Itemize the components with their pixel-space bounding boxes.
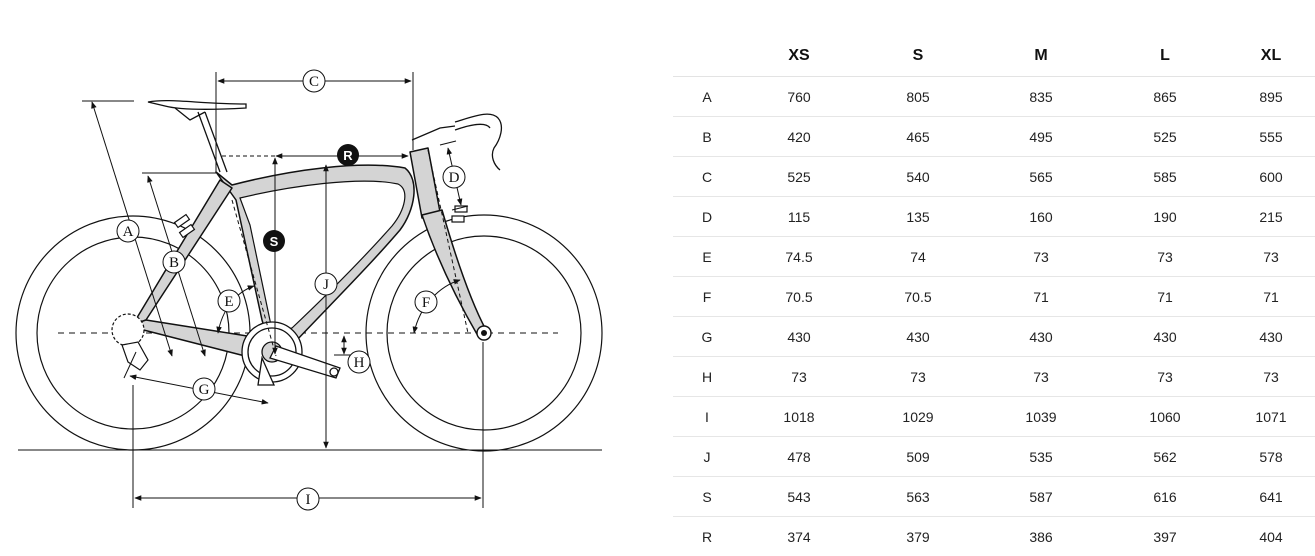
table-cell: 1018 — [741, 397, 857, 437]
table-cell: 578 — [1227, 437, 1315, 477]
row-label: S — [673, 477, 741, 517]
table-cell: 73 — [1103, 237, 1227, 277]
crankset — [242, 322, 340, 385]
row-label: A — [673, 77, 741, 117]
svg-text:F: F — [422, 295, 430, 311]
badge-r — [337, 144, 359, 166]
row-label: B — [673, 117, 741, 157]
table-cell: 616 — [1103, 477, 1227, 517]
table-cell: 495 — [979, 117, 1103, 157]
table-cell: 71 — [1103, 277, 1227, 317]
table-cell: 74 — [857, 237, 979, 277]
table-cell: 543 — [741, 477, 857, 517]
table-cell: 73 — [1227, 357, 1315, 397]
label-a — [117, 220, 139, 242]
table-cell: 379 — [857, 517, 979, 556]
table-cell: 478 — [741, 437, 857, 477]
table-cell: 835 — [979, 77, 1103, 117]
svg-text:B: B — [169, 255, 179, 271]
label-e — [218, 290, 240, 312]
table-cell: 386 — [979, 517, 1103, 556]
table-cell: 115 — [741, 197, 857, 237]
table-row — [673, 477, 1315, 517]
table-cell: 160 — [979, 197, 1103, 237]
table-cell: 563 — [857, 477, 979, 517]
cassette — [112, 314, 148, 370]
table-cell: 1029 — [857, 397, 979, 437]
saddle — [148, 101, 246, 172]
table-body — [673, 77, 1315, 556]
table-row — [673, 197, 1315, 237]
table-row — [673, 157, 1315, 197]
badge-s — [263, 230, 285, 252]
table-cell: 509 — [857, 437, 979, 477]
table-cell: 404 — [1227, 517, 1315, 556]
table-cell: 1071 — [1227, 397, 1315, 437]
table-cell: 540 — [857, 157, 979, 197]
table-cell: 535 — [979, 437, 1103, 477]
table-cell: 565 — [979, 157, 1103, 197]
table-cell: 587 — [979, 477, 1103, 517]
table-cell: 805 — [857, 77, 979, 117]
table-cell: 430 — [1227, 317, 1315, 357]
table-cell: 865 — [1103, 77, 1227, 117]
table-cell: 525 — [1103, 117, 1227, 157]
table-cell: 73 — [857, 357, 979, 397]
table-cell: 430 — [979, 317, 1103, 357]
label-b — [163, 251, 185, 273]
label-h — [348, 351, 370, 373]
row-label: I — [673, 397, 741, 437]
table-cell: 525 — [741, 157, 857, 197]
table-cell: 190 — [1103, 197, 1227, 237]
header-size-s: S — [857, 36, 979, 77]
table-cell: 73 — [979, 237, 1103, 277]
svg-text:S: S — [270, 234, 279, 249]
table-cell: 420 — [741, 117, 857, 157]
table-cell: 215 — [1227, 197, 1315, 237]
table-cell: 1060 — [1103, 397, 1227, 437]
table-cell: 760 — [741, 77, 857, 117]
table-cell: 71 — [1227, 277, 1315, 317]
label-f — [415, 291, 437, 313]
table-cell: 73 — [979, 357, 1103, 397]
row-label: E — [673, 237, 741, 277]
svg-text:C: C — [309, 74, 319, 90]
header-size-l: L — [1103, 36, 1227, 77]
table-cell: 430 — [1103, 317, 1227, 357]
svg-text:R: R — [343, 148, 353, 163]
table-cell: 397 — [1103, 517, 1227, 556]
table-cell: 73 — [1103, 357, 1227, 397]
svg-text:E: E — [224, 294, 233, 310]
bike-geometry-diagram — [0, 0, 620, 549]
svg-text:H: H — [354, 355, 365, 371]
table-row — [673, 357, 1315, 397]
row-label: J — [673, 437, 741, 477]
table-cell: 70.5 — [857, 277, 979, 317]
table-cell: 74.5 — [741, 237, 857, 277]
label-j — [315, 273, 337, 295]
row-label: D — [673, 197, 741, 237]
table-cell: 430 — [741, 317, 857, 357]
svg-text:J: J — [323, 277, 329, 293]
table-cell: 600 — [1227, 157, 1315, 197]
label-g — [193, 378, 215, 400]
table-row — [673, 277, 1315, 317]
svg-text:G: G — [199, 382, 210, 398]
header-size-xl: XL — [1227, 36, 1315, 77]
header-label-column — [673, 36, 741, 77]
table-cell: 71 — [979, 277, 1103, 317]
svg-text:A: A — [123, 224, 134, 240]
table-header-row — [673, 36, 1315, 77]
table-cell: 430 — [857, 317, 979, 357]
table-cell: 585 — [1103, 157, 1227, 197]
table-row — [673, 117, 1315, 157]
table-row — [673, 397, 1315, 437]
row-label: G — [673, 317, 741, 357]
header-size-m: M — [979, 36, 1103, 77]
table-cell: 555 — [1227, 117, 1315, 157]
table-cell: 641 — [1227, 477, 1315, 517]
label-i — [297, 488, 319, 510]
table-cell: 73 — [1227, 237, 1315, 277]
table-cell: 73 — [741, 357, 857, 397]
row-label: H — [673, 357, 741, 397]
table-cell: 374 — [741, 517, 857, 556]
table-cell: 1039 — [979, 397, 1103, 437]
svg-text:D: D — [449, 170, 460, 186]
svg-text:I: I — [306, 492, 311, 508]
table-cell: 562 — [1103, 437, 1227, 477]
header-size-xs: XS — [741, 36, 857, 77]
table-row — [673, 437, 1315, 477]
label-c — [303, 70, 325, 92]
row-label: R — [673, 517, 741, 556]
row-label: F — [673, 277, 741, 317]
table-row — [673, 237, 1315, 277]
table-row — [673, 317, 1315, 357]
geometry-table — [673, 36, 1315, 556]
table-cell: 895 — [1227, 77, 1315, 117]
table-row — [673, 517, 1315, 556]
table-cell: 465 — [857, 117, 979, 157]
row-label: C — [673, 157, 741, 197]
table-row — [673, 77, 1315, 117]
table-cell: 70.5 — [741, 277, 857, 317]
label-d — [443, 166, 465, 188]
table-cell: 135 — [857, 197, 979, 237]
